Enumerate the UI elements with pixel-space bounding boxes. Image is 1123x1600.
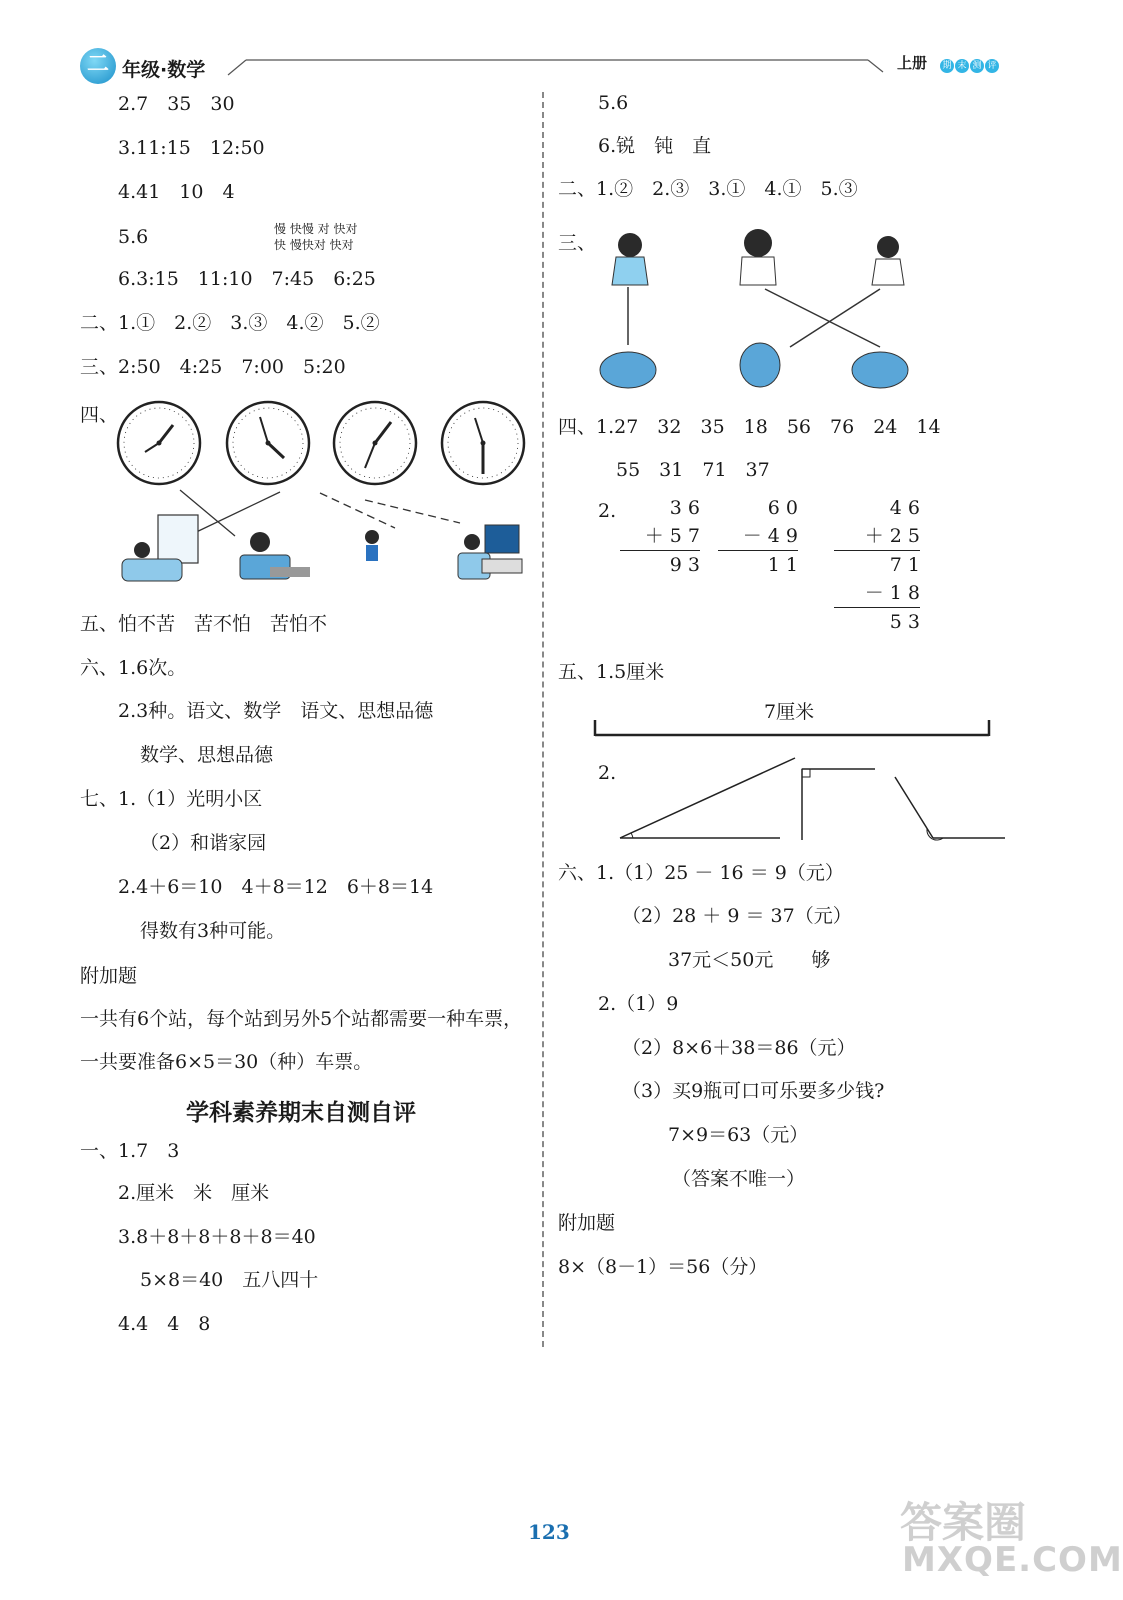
answer-line: 六、1.6次。 <box>80 657 187 679</box>
clock-icon <box>331 400 421 488</box>
ruler-label: 7厘米 <box>764 701 815 723</box>
section-title: 学科素养期末自测自评 <box>186 1099 416 1126</box>
clock-icon <box>115 400 205 488</box>
volume-label: 上册 <box>897 54 928 72</box>
answer-line: 得数有3种可能。 <box>140 920 286 942</box>
calc-row: 4 6 <box>889 497 920 519</box>
item-label: 2. <box>598 500 617 522</box>
section-label: 四、 <box>80 404 119 426</box>
header-dot: 测 <box>970 59 984 73</box>
answer-line: 6.3:15 11:10 7:45 6:25 <box>118 268 376 290</box>
calc-row: － 1 8 <box>864 582 920 604</box>
header-rule <box>228 58 888 78</box>
header-dot: 评 <box>985 59 999 73</box>
answer-line: 5×8＝40 五八四十 <box>140 1269 319 1291</box>
calc-row: 5 3 <box>834 607 920 636</box>
segment-drawing <box>592 718 994 740</box>
vertical-calc <box>718 494 798 579</box>
answer-line: 一共有6个站，每个站到另外5个站都需要一种车票， <box>80 1008 523 1030</box>
answer-line: （2）和谐家园 <box>140 832 267 854</box>
column-divider <box>542 92 544 1347</box>
answer-line: （3）买9瓶可口可乐要多少钱? <box>622 1080 885 1102</box>
calc-row: ＋ 2 5 <box>864 525 920 547</box>
answer-note: 快 慢快对 快对 <box>274 238 354 252</box>
watermark-url: MXQE.COM <box>902 1540 1123 1580</box>
answer-line: 2.4＋6＝10 4＋8＝12 6＋8＝14 <box>118 876 434 898</box>
vertical-calc <box>620 494 700 579</box>
calc-row: 3 6 <box>669 497 700 519</box>
people-cats-matching <box>590 225 920 400</box>
section-label: 三、 <box>558 232 597 254</box>
page-number: 123 <box>528 1520 570 1544</box>
watermark-logo: 答案圈 <box>900 1498 1027 1547</box>
answer-line: 55 31 71 37 <box>616 459 770 481</box>
header-dot: 末 <box>955 59 969 73</box>
answer-line: 六、1.（1）25 － 16 ＝ 9（元） <box>558 862 844 884</box>
answer-line: 七、1.（1）光明小区 <box>80 788 263 810</box>
extra-title: 附加题 <box>558 1212 616 1234</box>
answer-line: 5.6 <box>598 92 629 114</box>
answer-line: 6.锐 钝 直 <box>598 135 712 157</box>
calc-row: － 4 9 <box>742 525 798 547</box>
answer-line: 3.8＋8＋8＋8＋8＝40 <box>118 1226 316 1248</box>
answer-line: 2.7 35 30 <box>118 93 235 115</box>
answer-line: 一、1.7 3 <box>80 1140 180 1162</box>
vertical-calc <box>834 494 920 636</box>
answer-line: 二、1.② 2.③ 3.① 4.① 5.③ <box>558 178 858 200</box>
answer-line: 二、1.① 2.② 3.③ 4.② 5.② <box>80 312 380 334</box>
answer-line: 数学、思想品德 <box>140 744 274 766</box>
clock-icon <box>224 400 314 488</box>
answer-line: （2）8×6＋38＝86（元） <box>622 1037 856 1059</box>
header-dots <box>940 53 1000 73</box>
answer-line: 3.11:15 12:50 <box>118 137 265 159</box>
calc-row: 1 1 <box>718 550 798 579</box>
header-dot: 期 <box>940 59 954 73</box>
answer-line: 五、1.5厘米 <box>558 661 665 683</box>
answer-line: 2.厘米 米 厘米 <box>118 1182 270 1204</box>
answer-line: 4.41 10 4 <box>118 181 235 203</box>
calc-row: 9 3 <box>620 550 700 579</box>
header-title: 年级·数学 <box>122 59 206 81</box>
answer-line: 4.4 4 8 <box>118 1313 211 1335</box>
answer-note: 慢 快慢 对 快对 <box>274 222 358 236</box>
answer-line: （答案不唯一） <box>672 1168 806 1190</box>
answer-line: 5.6 <box>118 226 149 248</box>
answer-line: 一共要准备6×5＝30（种）车票。 <box>80 1051 373 1073</box>
extra-title: 附加题 <box>80 965 138 987</box>
answer-line: 2.（1）9 <box>598 993 679 1015</box>
calc-row: ＋ 5 7 <box>644 525 700 547</box>
answer-line: （2）28 ＋ 9 ＝ 37（元） <box>622 905 852 927</box>
answer-line: 37元＜50元 够 <box>668 949 831 971</box>
answer-line: 四、1.27 32 35 18 56 76 24 14 <box>558 416 941 438</box>
item-label: 2. <box>598 762 617 784</box>
angle-drawings <box>615 755 1010 845</box>
answer-line: 三、2:50 4:25 7:00 5:20 <box>80 356 346 378</box>
answer-line: 8×（8－1）＝56（分） <box>558 1256 768 1278</box>
calc-row: 7 1 <box>834 550 920 579</box>
answer-line: 2.3种。语文、数学 语文、思想品德 <box>118 700 434 722</box>
answer-line: 7×9＝63（元） <box>668 1124 809 1146</box>
clock-icon <box>439 400 529 488</box>
answer-line: 五、怕不苦 苦不怕 苦怕不 <box>80 613 328 635</box>
activity-illustrations <box>120 515 525 590</box>
calc-row: 6 0 <box>767 497 798 519</box>
grade-badge: 二 <box>80 48 116 84</box>
